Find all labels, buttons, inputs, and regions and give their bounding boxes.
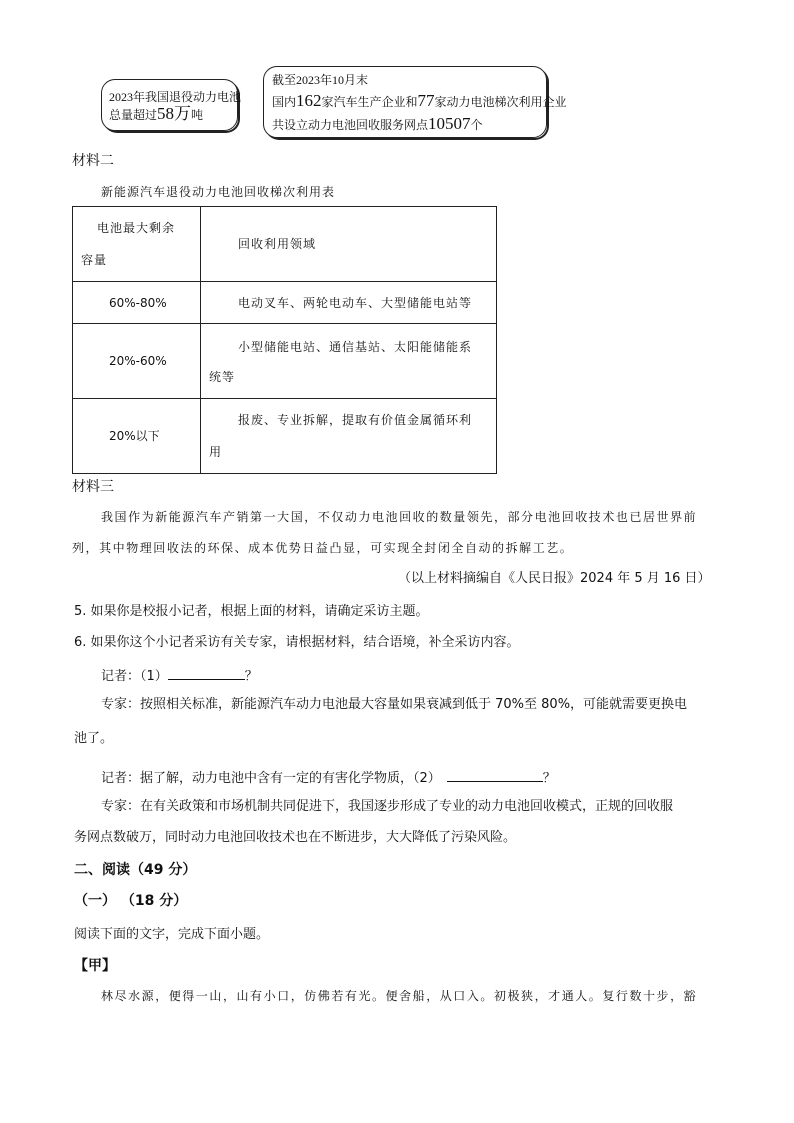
reporter2-prefix: 记者：据了解，动力电池中含有一定的有害化学物质，（2） bbox=[101, 771, 441, 786]
table-cell-capacity bbox=[73, 324, 201, 399]
callout-box-left bbox=[101, 79, 242, 131]
table-row bbox=[73, 399, 497, 474]
expert-answer-1-line2: 池了。 bbox=[74, 731, 114, 746]
callout-box-right bbox=[263, 66, 567, 138]
row1-capacity: 60%-80% bbox=[109, 296, 167, 310]
question-5: 5. 如果你是校报小记者，根据上面的材料，请确定采访主题。 bbox=[74, 604, 429, 619]
passage-jia-label: 【甲】 bbox=[74, 958, 116, 974]
table-cell-use bbox=[201, 282, 497, 324]
material3-source: （以上材料摘编自《人民日报》2024 年 5 月 16 日） bbox=[398, 571, 711, 586]
material3-paragraph-line1: 我国作为新能源汽车产销第一大国，不仅动力电池回收的数量领先，部分电池回收技术也已居世界前 bbox=[101, 510, 698, 524]
answer-blank-1[interactable] bbox=[168, 665, 245, 680]
table-cell-use bbox=[201, 324, 497, 399]
material2-heading: 材料二 bbox=[72, 153, 114, 169]
callout-right-line2: 国内162家汽车生产企业和77家动力电池梯次利用企业 bbox=[272, 91, 567, 110]
material3-paragraph-line2: 列，其中物理回收法的环保、成本优势日益凸显，可实现全封闭全自动的拆解工艺。 bbox=[72, 541, 574, 555]
answer-blank-2[interactable] bbox=[447, 767, 543, 782]
table-cell-capacity bbox=[73, 399, 201, 474]
expert-answer-1-line1: 专家：按照相关标准，新能源汽车动力电池最大容量如果衰减到低于 70%至 80%，可能就需要更换电 bbox=[101, 697, 688, 712]
callout-right-line3: 共设立动力电池回收服务网点10507个 bbox=[272, 114, 483, 133]
reporter-question-2 bbox=[101, 767, 556, 788]
header-capacity-line2: 容量 bbox=[81, 253, 108, 267]
table-row bbox=[73, 282, 497, 324]
row2-use-line1: 小型储能电站、通信基站、太阳能储能系 bbox=[238, 340, 473, 354]
section-2-heading: 二、阅读（49 分） bbox=[74, 862, 197, 878]
table-header-use bbox=[201, 207, 497, 282]
table-cell-use bbox=[201, 399, 497, 474]
row1-use: 电动叉车、两轮电动车、大型储能电站等 bbox=[238, 296, 473, 310]
row3-use-line1: 报废、专业拆解，提取有价值金属循环利 bbox=[238, 413, 473, 427]
material3-heading: 材料三 bbox=[72, 479, 114, 495]
row2-capacity: 20%-60% bbox=[109, 354, 167, 368]
reading-instruction: 阅读下面的文字，完成下面小题。 bbox=[74, 927, 270, 942]
expert-answer-2-line1: 专家：在有关政策和市场机制共同促进下，我国逐步形成了专业的动力电池回收模式，正规的回收服 bbox=[101, 799, 674, 814]
table-header-row bbox=[73, 207, 497, 282]
callout-right-line1: 截至2023年10月末 bbox=[272, 73, 369, 87]
row3-capacity: 20%以下 bbox=[109, 429, 160, 443]
reporter1-prefix: 记者：（1） bbox=[101, 669, 168, 684]
table-cell-capacity bbox=[73, 282, 201, 324]
recycle-table bbox=[72, 206, 497, 474]
reporter2-suffix: ？ bbox=[542, 771, 556, 786]
header-use: 回收利用领域 bbox=[238, 237, 317, 251]
header-capacity-line1: 电池最大剩余 bbox=[97, 221, 176, 235]
question-6: 6. 如果你这个小记者采访有关专家，请根据材料，结合语境，补全采访内容。 bbox=[74, 635, 520, 650]
callout-left-line2: 总量超过58万吨 bbox=[109, 104, 204, 123]
subsection-1-heading: （一） （18 分） bbox=[74, 893, 188, 909]
passage-line-1: 林尽水源，便得一山，山有小口，仿佛若有光。便舍船，从口入。初极狭，才通人。复行数十步，豁 bbox=[101, 989, 698, 1003]
table-row bbox=[73, 324, 497, 399]
reporter-question-1 bbox=[101, 665, 258, 686]
row3-use-line2: 用 bbox=[209, 445, 223, 459]
callout-left-line1: 2023年我国退役动力电池 bbox=[109, 90, 242, 104]
table-header-capacity bbox=[73, 207, 201, 282]
row2-use-line2: 统等 bbox=[209, 370, 236, 384]
reporter1-suffix: ？ bbox=[244, 669, 258, 684]
table-title: 新能源汽车退役动力电池回收梯次利用表 bbox=[101, 185, 336, 199]
expert-answer-2-line2: 务网点数破万，同时动力电池回收技术也在不断进步，大大降低了污染风险。 bbox=[74, 830, 517, 845]
